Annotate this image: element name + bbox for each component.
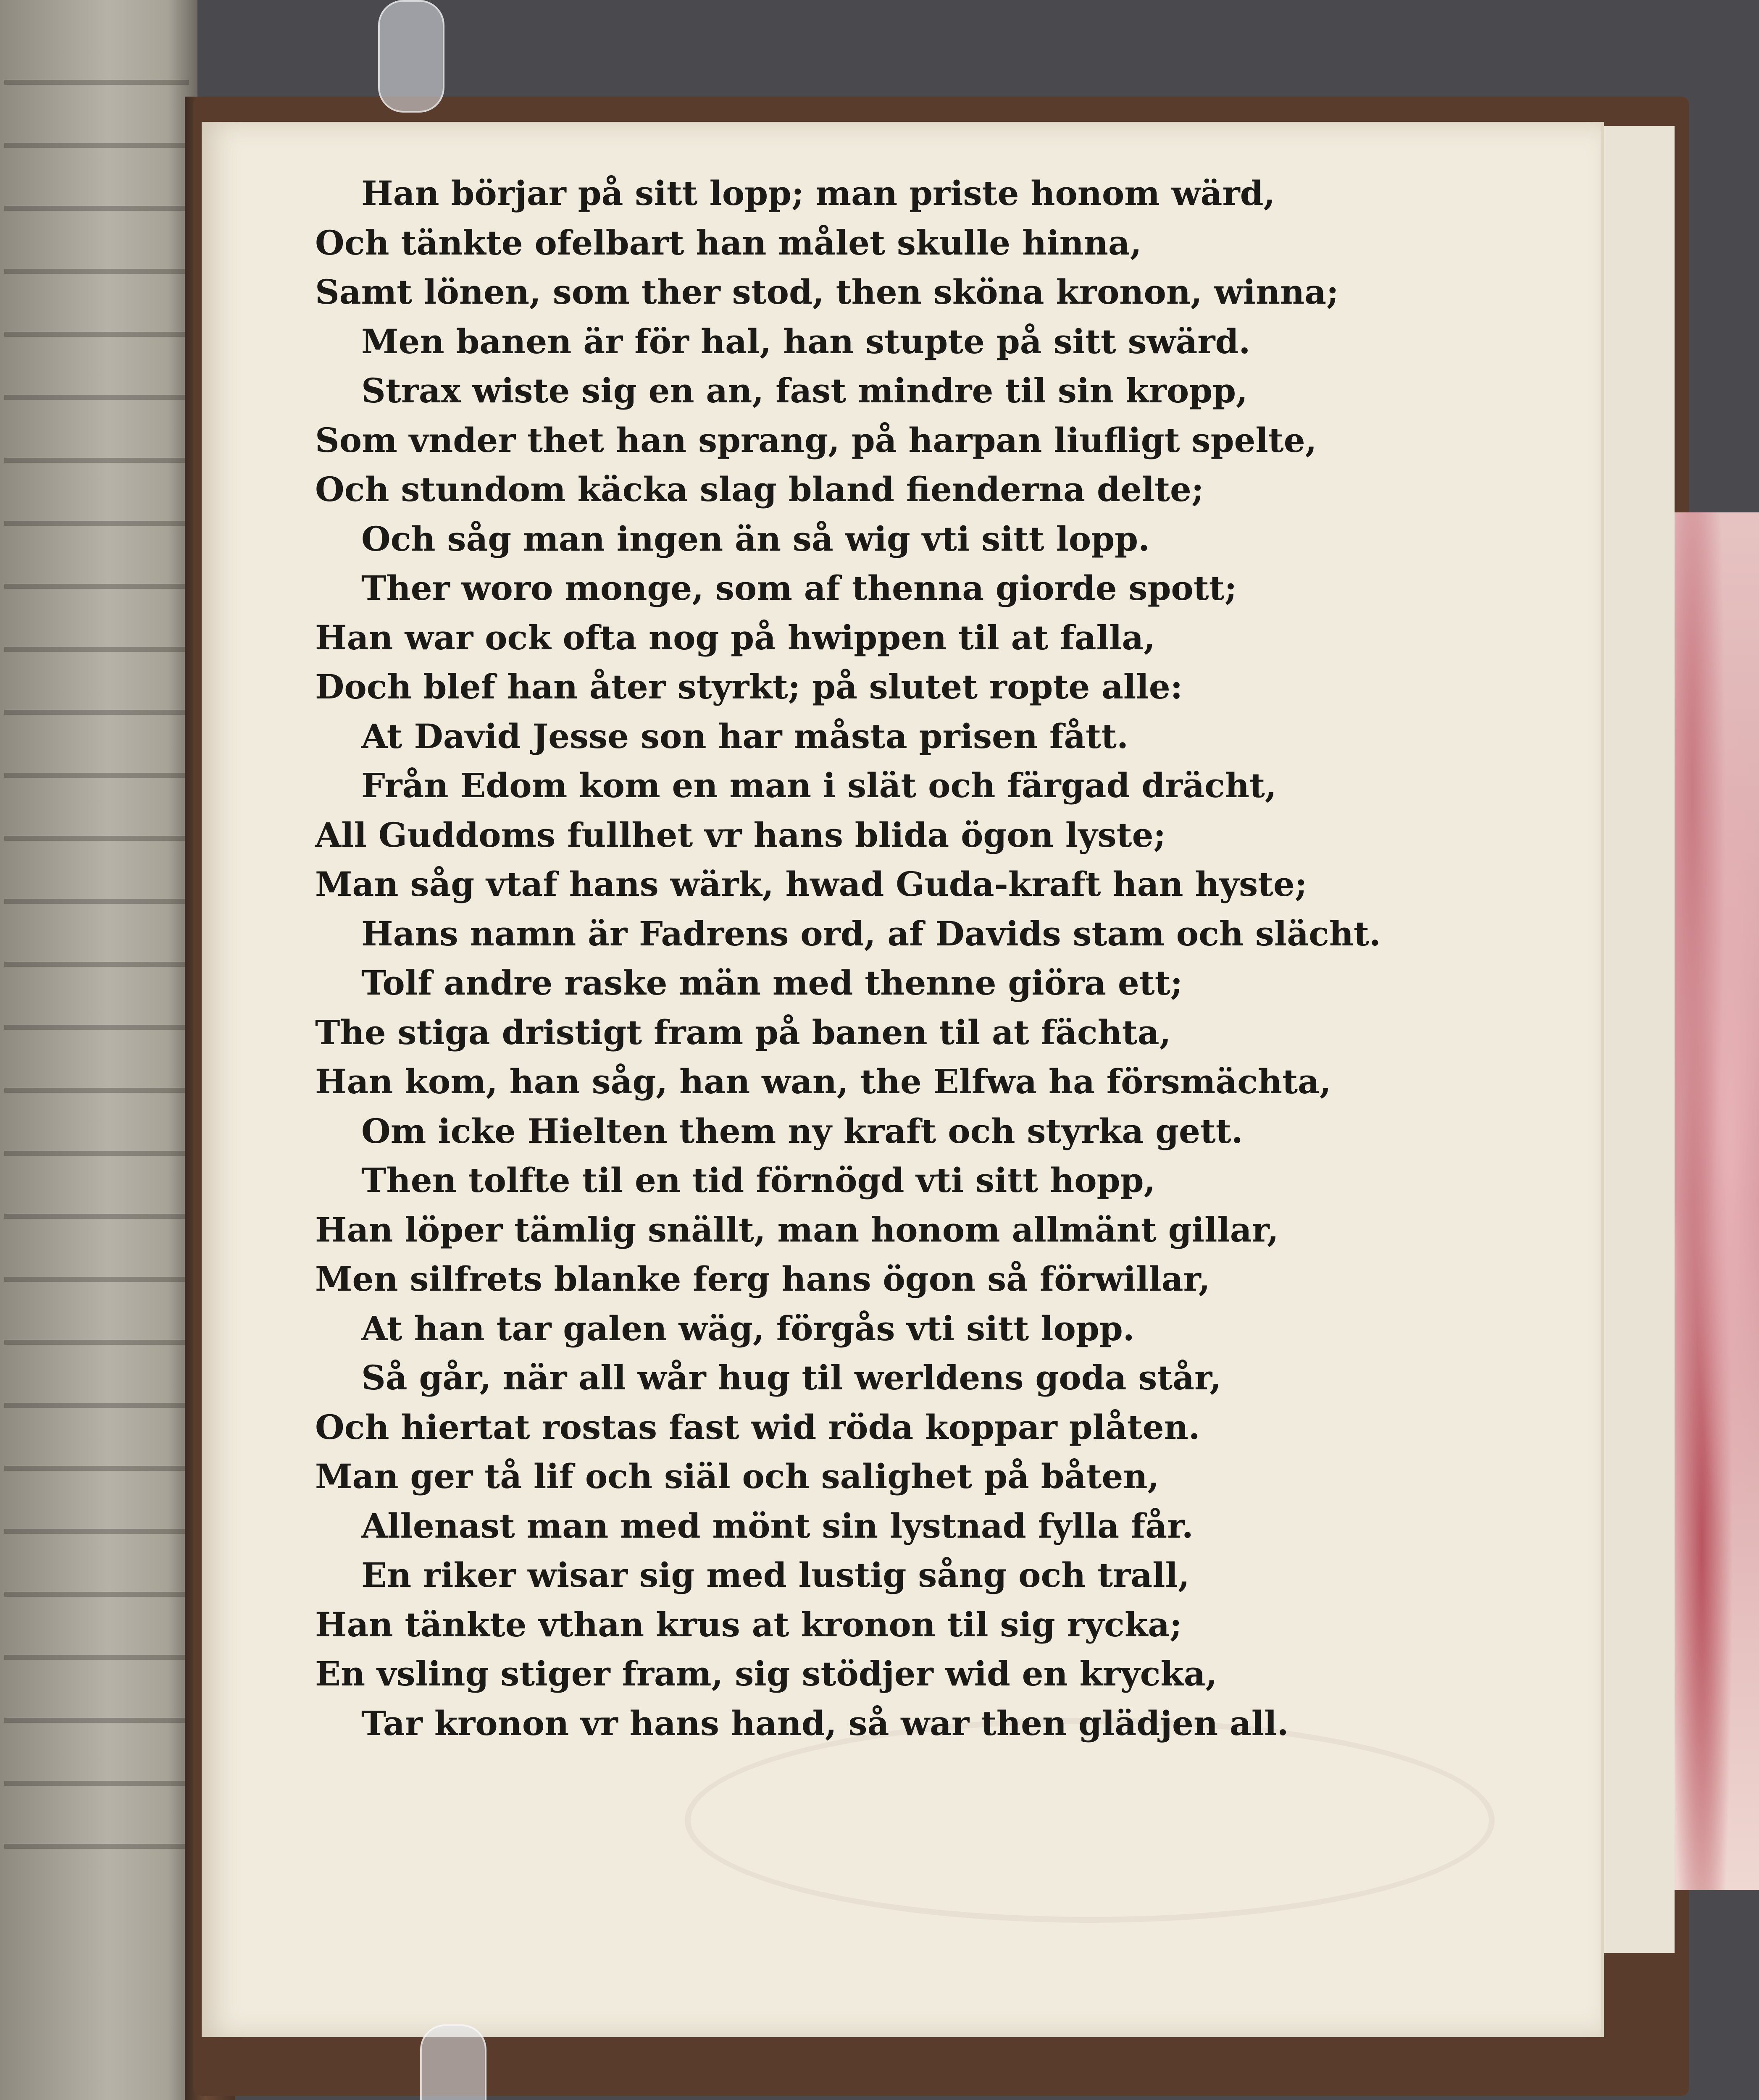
page-holder-clip — [420, 2024, 486, 2100]
poem-line: Strax wiste sig en an, fast mindre til sin kropp, — [361, 371, 1248, 410]
poem-line: Tolf andre raske män med thenne giöra ett; — [361, 963, 1183, 1003]
poem-line: Från Edom kom en man i slät och färgad drächt, — [361, 766, 1277, 805]
poem-line: Han tänkte vthan krus at kronon til sig rycka; — [315, 1605, 1182, 1644]
poem-line: Han börjar på sitt lopp; man priste honom wärd, — [361, 173, 1275, 213]
poem-line: Och såg man ingen än så wig vti sitt lopp. — [361, 519, 1150, 559]
poem-line: Men silfrets blanke ferg hans ögon så förwillar, — [315, 1259, 1210, 1299]
poem-line: Och tänkte ofelbart han målet skulle hinna, — [315, 223, 1142, 262]
poem-line: Som vnder thet han sprang, på harpan liufligt spelte, — [315, 420, 1317, 460]
book-page — [202, 122, 1604, 2037]
poem-line: Han war ock ofta nog på hwippen til at falla, — [315, 618, 1155, 657]
poem-text — [202, 122, 1601, 2037]
poem-line: Doch blef han åter styrkt; på slutet ropte alle: — [315, 667, 1183, 706]
poem-line: Och stundom käcka slag bland fienderna delte; — [315, 470, 1204, 509]
poem-line: At han tar galen wäg, förgås vti sitt lopp. — [361, 1309, 1135, 1348]
poem-line: Tar kronon vr hans hand, så war then glädjen all. — [361, 1704, 1289, 1743]
poem-line: Så går, när all wår hug til werldens goda står, — [361, 1358, 1222, 1397]
poem-line: Han kom, han såg, han wan, the Elfwa ha försmächta, — [315, 1062, 1331, 1101]
poem-line: Om icke Hielten them ny kraft och styrka gett. — [361, 1111, 1243, 1151]
poem-line: Och hiertat rostas fast wid röda koppar plåten. — [315, 1407, 1200, 1447]
poem-line: Samt lönen, som ther stod, then sköna kronon, winna; — [315, 272, 1339, 312]
poem-line: The stiga dristigt fram på banen til at fächta, — [315, 1013, 1171, 1052]
poem-line: Then tolfte til en tid förnögd vti sitt hopp, — [361, 1160, 1156, 1200]
poem-line: Hans namn är Fadrens ord, af Davids stam och slächt. — [361, 914, 1381, 953]
poem-line: All Guddoms fullhet vr hans blida ögon lyste; — [315, 815, 1166, 855]
adjacent-left-page — [0, 0, 197, 2100]
poem-line: At David Jesse son har måsta prisen fått. — [361, 717, 1128, 756]
poem-line: Han löper tämlig snällt, man honom allmänt gillar, — [315, 1210, 1279, 1250]
poem-line: Man såg vtaf hans wärk, hwad Guda-kraft han hyste; — [315, 864, 1307, 904]
poem-line: Man ger tå lif och siäl och salighet på båten, — [315, 1457, 1160, 1496]
poem-line: Men banen är för hal, han stupte på sitt swärd. — [361, 322, 1251, 361]
marbled-endpaper — [1664, 512, 1759, 1890]
poem-line: Ther woro monge, som af thenna giorde spott; — [361, 568, 1237, 608]
adjacent-page-text-blur — [4, 50, 189, 1856]
page-holder-clip — [378, 0, 444, 113]
poem-line: En riker wisar sig med lustig sång och trall, — [361, 1555, 1190, 1595]
poem-line: En vsling stiger fram, sig stödjer wid en krycka, — [315, 1654, 1217, 1693]
poem-line: Allenast man med mönt sin lystnad fylla får. — [361, 1506, 1194, 1546]
